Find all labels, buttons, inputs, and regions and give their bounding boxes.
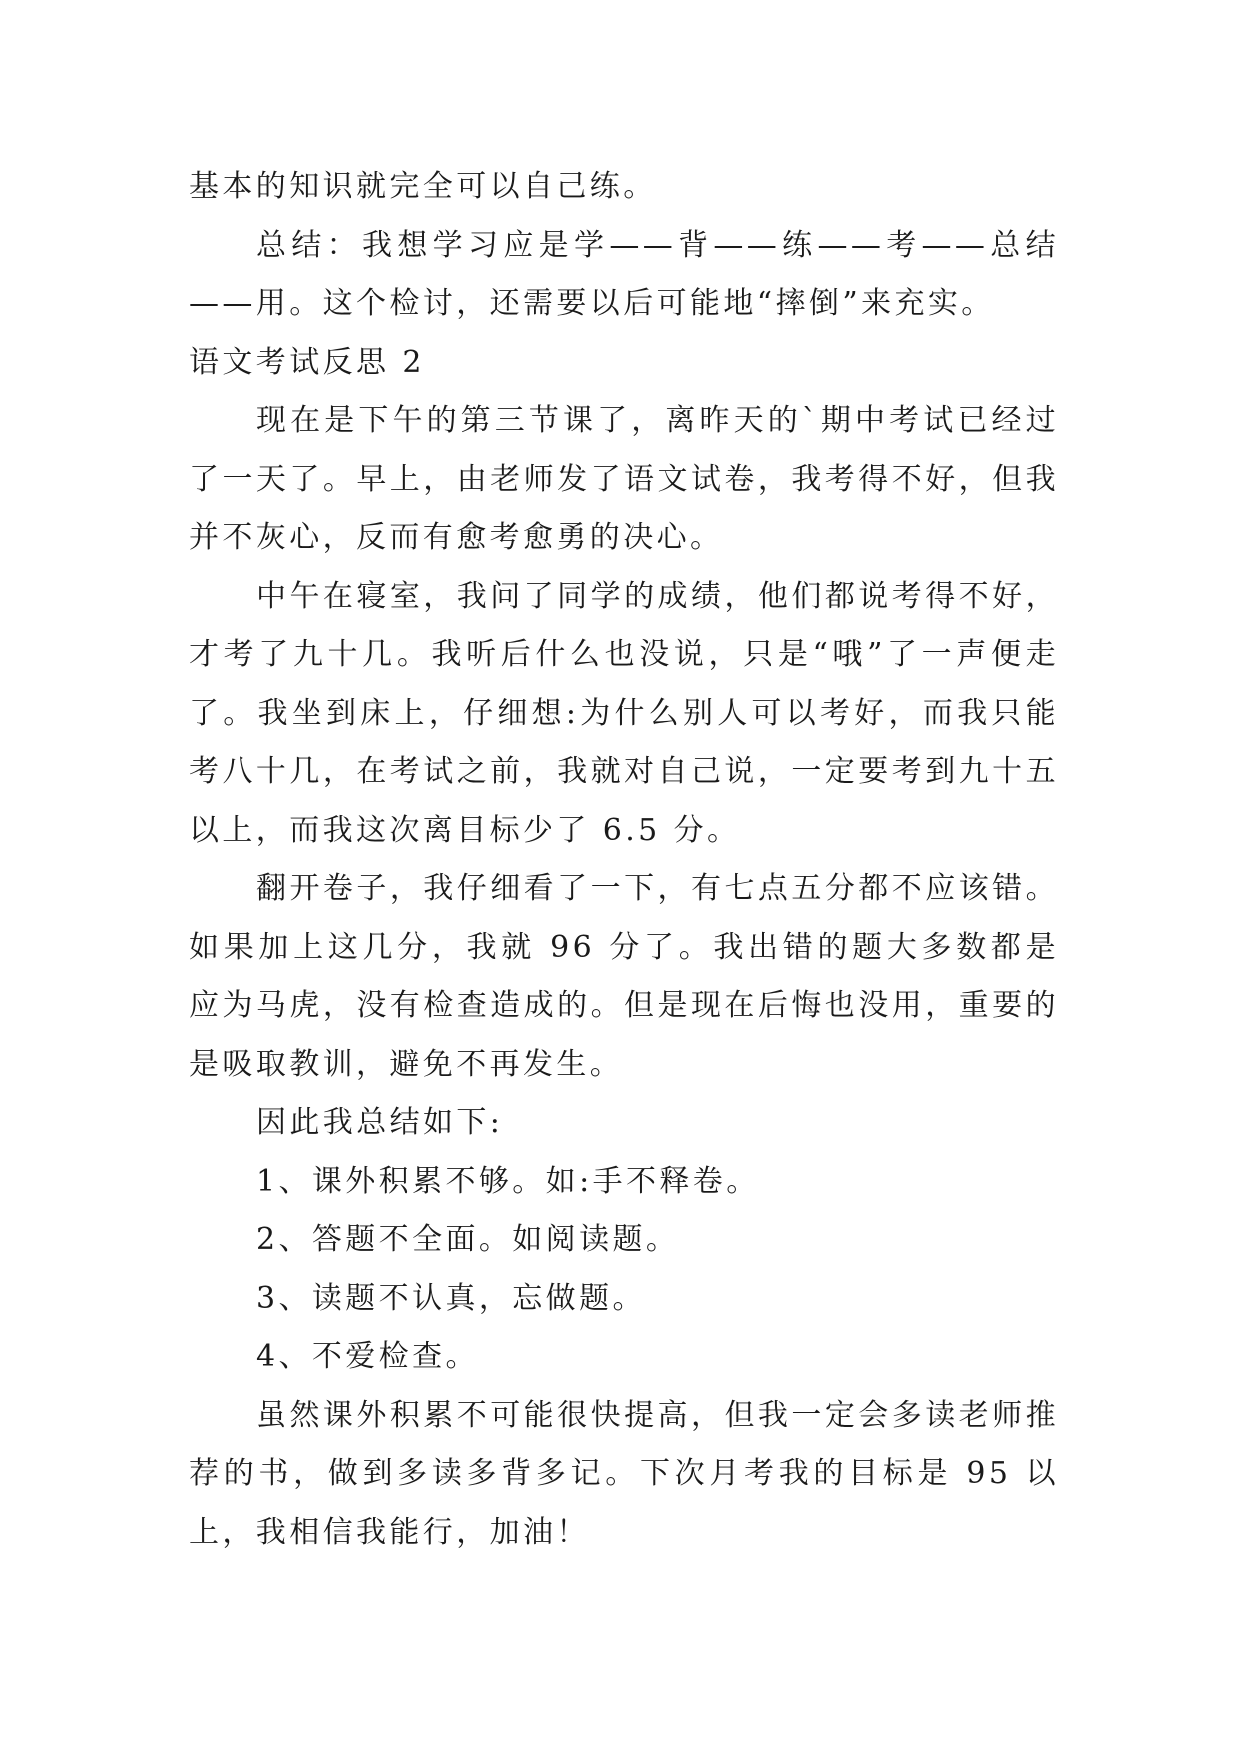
paragraph: 现在是下午的第三节课了，离昨天的`期中考试已经过了一天了。早上，由老师发了语文试卷，我考得不好，但我并不灰心，反而有愈考愈勇的决心。	[189, 403, 1059, 555]
list-item: 4、不爱检查。	[256, 1339, 479, 1374]
section-heading: 语文考试反思 2	[189, 344, 425, 380]
paragraph: 翻开卷子，我仔细看了一下，有七点五分都不应该错。如果加上这几分，我就 96 分了。我出错的题大多数都是应为马虎，没有检查造成的。但是现在后悔也没用，重要的是吸取教训，避免不再发生。	[189, 871, 1059, 1082]
paragraph: 因此我总结如下:	[256, 1105, 504, 1140]
paragraph-closing: 虽然课外积累不可能很快提高，但我一定会多读老师推荐的书，做到多读多背多记。下次月考我的目标是 95 以上，我相信我能行，加油！	[189, 1397, 1059, 1550]
paragraph-summary: 总结：我想学习应是学——背——练——考——总结——用。这个检讨，还需要以后可能地“摔倒”来充实。	[189, 227, 1059, 321]
document-body	[189, 158, 1059, 1562]
paragraph-continuation: 基本的知识就完全可以自己练。	[189, 169, 657, 204]
list-item: 3、读题不认真，忘做题。	[256, 1280, 646, 1316]
list-item: 2、答题不全面。如阅读题。	[256, 1222, 680, 1257]
list-item: 1、课外积累不够。如:手不释卷。	[256, 1163, 760, 1199]
paragraph: 中午在寝室，我问了同学的成绩，他们都说考得不好，才考了九十几。我听后什么也没说，只是“哦”了一声便走了。我坐到床上，仔细想:为什么别人可以考好，而我只能考八十几，在考试之前，我就对自己说，一定要考到九十五以上，而我这次离目标少了 6.5 分。	[189, 578, 1059, 848]
